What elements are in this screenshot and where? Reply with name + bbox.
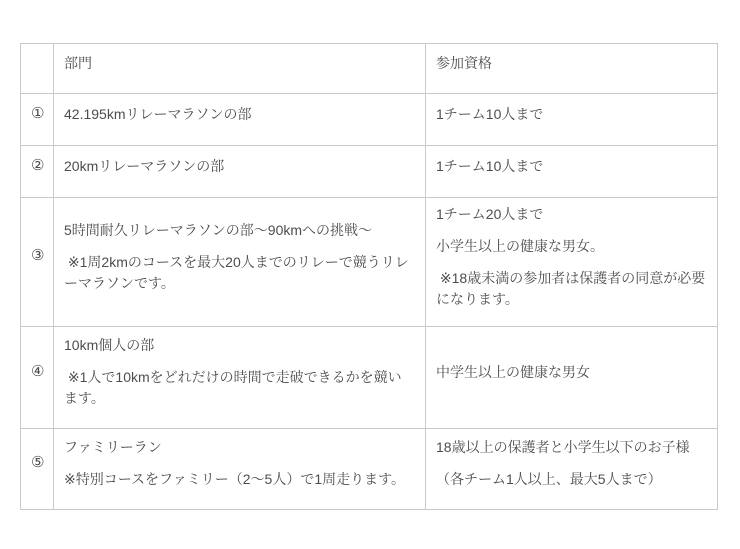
header-cell-division xyxy=(54,44,426,94)
header-cell-eligibility xyxy=(426,44,718,94)
row-number: ③ xyxy=(31,247,45,265)
header-division-label: 部門 xyxy=(64,54,92,71)
row-number-cell xyxy=(21,429,54,510)
eligibility-text: 1チーム10人まで xyxy=(436,105,544,122)
row-number-cell xyxy=(21,94,54,146)
division-text: 20kmリレーマラソンの部 xyxy=(64,157,225,174)
eligibility-text: 18歳以上の保護者と小学生以下のお子様 xyxy=(436,439,690,455)
row-number-cell xyxy=(21,146,54,198)
division-text: ※1周2kmのコースを最大20人までのリレーで競うリレーマラソンです。 xyxy=(64,253,409,291)
eligibility-cell xyxy=(426,429,718,510)
table-row xyxy=(21,429,718,510)
eligibility-cell xyxy=(426,198,718,327)
row-number: ① xyxy=(31,104,45,122)
division-text: ※特別コースをファミリー（2～5人）で1周走ります。 xyxy=(64,471,405,487)
division-text: ※1人で10kmをどれだけの時間で走破できるかを競います。 xyxy=(64,369,402,406)
header-cell-number xyxy=(21,44,54,94)
header-row xyxy=(21,44,718,94)
division-text: 42.195kmリレーマラソンの部 xyxy=(64,105,252,122)
division-cell xyxy=(54,146,426,198)
division-cell xyxy=(54,327,426,429)
row-number: ② xyxy=(31,156,45,174)
eligibility-cell xyxy=(426,94,718,146)
eligibility-text: ※18歳未満の参加者は保護者の同意が必要になります。 xyxy=(436,269,706,307)
eligibility-cell xyxy=(426,146,718,198)
division-text: 5時間耐久リレーマラソンの部～90kmへの挑戦～ xyxy=(64,221,373,238)
event-categories-table-wrap xyxy=(20,43,718,510)
eligibility-text: 中学生以上の健康な男女 xyxy=(436,363,590,380)
division-text: ファミリーラン xyxy=(64,439,162,455)
row-number-cell xyxy=(21,198,54,327)
eligibility-text: 小学生以上の健康な男女。 xyxy=(436,237,604,254)
row-number-cell xyxy=(21,327,54,429)
division-cell xyxy=(54,198,426,327)
eligibility-text: （各チーム1人以上、最大5人まで） xyxy=(436,471,662,487)
division-cell xyxy=(54,429,426,510)
row-number: ④ xyxy=(31,362,45,380)
eligibility-text: 1チーム20人まで xyxy=(436,205,544,222)
event-categories-table xyxy=(20,43,718,510)
table-row xyxy=(21,146,718,198)
header-eligibility-label: 参加資格 xyxy=(436,54,492,71)
eligibility-cell xyxy=(426,327,718,429)
row-number: ⑤ xyxy=(31,454,45,472)
division-cell xyxy=(54,94,426,146)
division-text: 10km個人の部 xyxy=(64,337,155,353)
eligibility-text: 1チーム10人まで xyxy=(436,157,544,174)
table-row xyxy=(21,198,718,327)
table-row xyxy=(21,94,718,146)
table-row xyxy=(21,327,718,429)
